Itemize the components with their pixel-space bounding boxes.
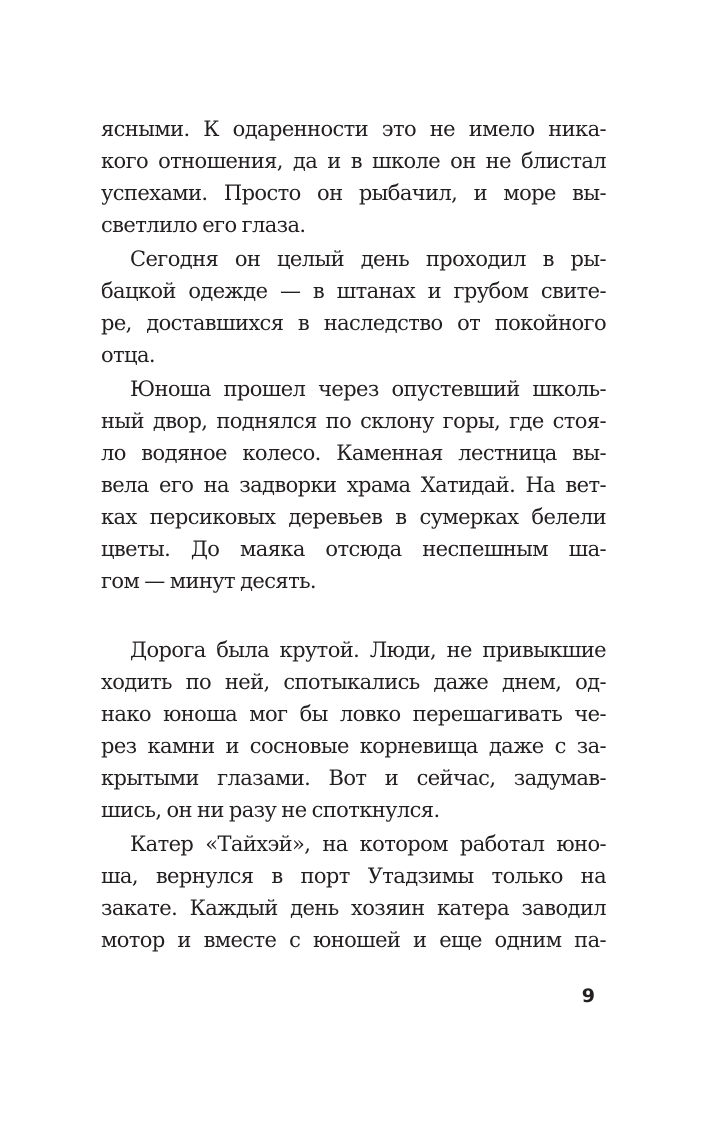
text-line: Юноша прошел через опустевший школь- [130,377,606,401]
text-line: Катер «Тайхэй», на котором работал юно- [130,832,606,856]
text-line: ках персиковых деревьев в сумерках белели [101,505,606,529]
text-line: Сегодня он целый день проходил в ры- [130,247,606,271]
text-line: ре, доставшихся в наследство от покойного [101,311,606,335]
text-line: ясными. К одаренности это не имело ника- [101,117,606,141]
text-line: ша, вернулся в порт Утадзимы только на [101,864,606,888]
text-line: нако юноша мог бы ловко перешагивать че- [101,702,606,726]
text-line: бацкой одежде — в штанах и грубом свите- [101,279,606,303]
text-line: мотор и вместе с юношей и еще одним па- [101,928,606,952]
page-number: 9 [581,985,595,1007]
text-line: отца. [101,343,155,367]
text-line: светлило его глаза. [101,213,306,237]
text-line: ло водяное колесо. Каменная лестница вы- [101,441,606,465]
text-line: кого отношения, да и в школе он не блистал [101,149,606,173]
text-line: шись, он ни разу не споткнулся. [101,798,440,822]
text-line: закате. Каждый день хозяин катера заводил [101,896,606,920]
text-line: вела его на задворки храма Хатидай. На вет- [101,473,606,497]
text-line: Дорога была крутой. Люди, не привыкшие [130,638,606,662]
text-line: ный двор, поднялся по склону горы, где стоя- [101,409,606,433]
text-line: рез камни и сосновые корневища даже с за- [101,734,606,758]
text-line: цветы. До маяка отсюда неспешным ша- [101,537,606,561]
text-line: успехами. Просто он рыбачил, и море вы- [101,181,606,205]
text-line: гом — минут десять. [101,569,317,593]
text-line: ходить по ней, спотыкались даже днем, од- [101,670,606,694]
text-line: крытыми глазами. Вот и сейчас, задумав- [101,766,606,790]
